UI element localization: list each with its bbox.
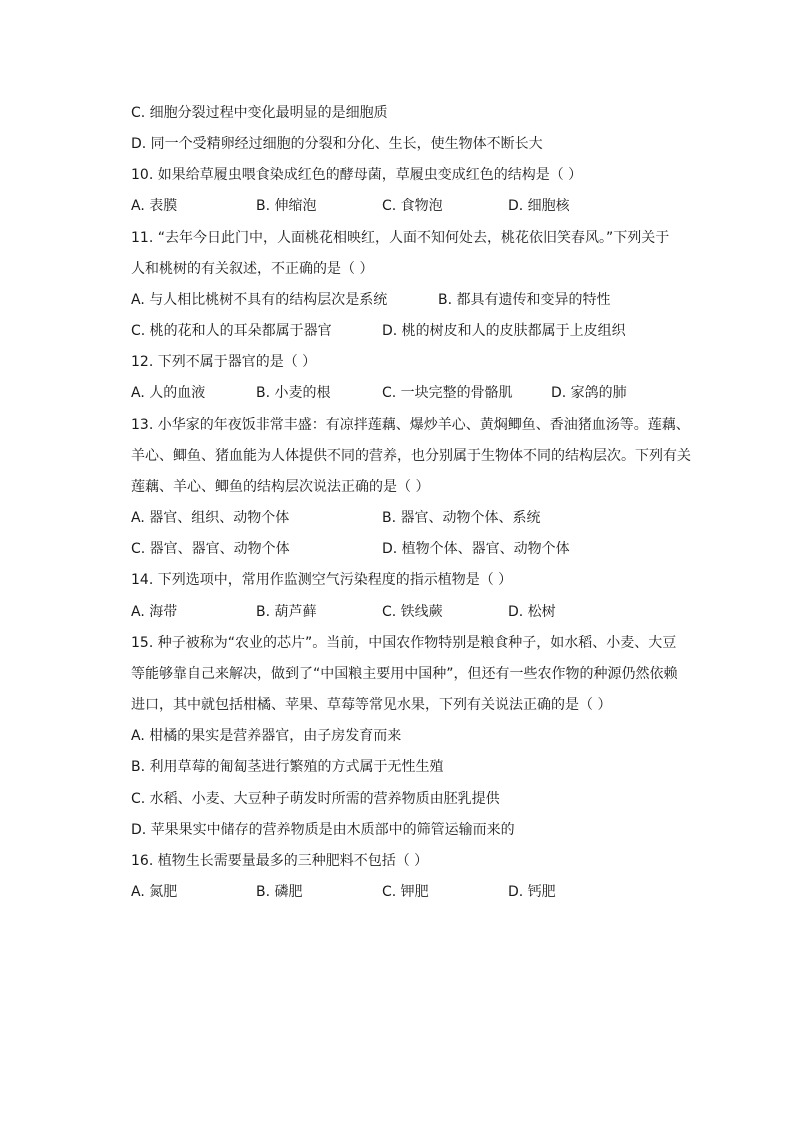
q11-stem-line1: 11. “去年今日此门中，人面桃花相映红，人面不知何处去，桃花依旧笑春风。”下列关于 <box>131 230 670 246</box>
q11-option-c: C. 桃的花和人的耳朵都属于器官 <box>131 323 332 339</box>
q14-option-b: B. 葫芦藓 <box>256 604 317 620</box>
q12-option-b: B. 小麦的根 <box>256 385 331 401</box>
q15-stem-line1: 15. 种子被称为“农业的芯片”。当前，中国农作物特别是粮食种子，如水稻、小麦、大豆 <box>131 635 677 651</box>
q11-option-d: D. 桃的树皮和人的皮肤都属于上皮组织 <box>382 323 626 339</box>
q13-option-b: B. 器官、动物个体、系统 <box>382 510 541 526</box>
q16-option-c: C. 钾肥 <box>382 884 429 900</box>
q15-stem-line2: 等能够靠自己来解决，做到了“中国粮主要用中国种”，但还有一些农作物的种源仍然依赖 <box>131 666 678 682</box>
q14-option-d: D. 松树 <box>508 604 556 620</box>
q14-option-c: C. 铁线蕨 <box>382 604 443 620</box>
q14-option-a: A. 海带 <box>131 604 178 620</box>
q15-option-d: D. 苹果果实中储存的营养物质是由木质部中的筛管运输而来的 <box>131 822 515 838</box>
q13-stem-line1: 13. 小华家的年夜饭非常丰盛：有凉拌莲藕、爆炒羊心、黄焖鲫鱼、香油猪血汤等。莲藕、 <box>131 417 690 433</box>
q12-stem: 12. 下列不属于器官的是（ ） <box>131 354 317 370</box>
q16-option-d: D. 钙肥 <box>508 884 556 900</box>
q11-option-b: B. 都具有遗传和变异的特性 <box>438 292 611 308</box>
q13-stem-line3: 莲藕、羊心、鲫鱼的结构层次说法正确的是（ ） <box>131 479 430 495</box>
q12-option-c: C. 一块完整的骨骼肌 <box>382 385 513 401</box>
q13-option-d: D. 植物个体、器官、动物个体 <box>382 541 570 557</box>
q12-option-d: D. 家鸽的肺 <box>551 385 627 401</box>
q15-option-b: B. 利用草莓的匍匐茎进行繁殖的方式属于无性生殖 <box>131 759 444 775</box>
q15-option-c: C. 水稻、小麦、大豆种子萌发时所需的营养物质由胚乳提供 <box>131 791 500 807</box>
q9-option-c: C. 细胞分裂过程中变化最明显的是细胞质 <box>131 105 388 121</box>
q9-option-d: D. 同一个受精卵经过细胞的分裂和分化、生长，使生物体不断长大 <box>131 136 543 152</box>
q10-option-c: C. 食物泡 <box>382 198 443 214</box>
q13-option-c: C. 器官、器官、动物个体 <box>131 541 290 557</box>
q10-option-d: D. 细胞核 <box>508 198 570 214</box>
q12-option-a: A. 人的血液 <box>131 385 206 401</box>
q10-stem: 10. 如果给草履虫喂食染成红色的酵母菌，草履虫变成红色的结构是（ ） <box>131 167 583 183</box>
q10-option-a: A. 表膜 <box>131 198 178 214</box>
q10-option-b: B. 伸缩泡 <box>256 198 317 214</box>
q11-stem-line2: 人和桃树的有关叙述，不正确的是（ ） <box>131 261 374 277</box>
q14-stem: 14. 下列选项中，常用作监测空气污染程度的指示植物是（ ） <box>131 572 513 588</box>
q15-option-a: A. 柑橘的果实是营养器官，由子房发育而来 <box>131 728 402 744</box>
q13-stem-line2: 羊心、鲫鱼、猪血能为人体提供不同的营养，也分别属于生物体不同的结构层次。下列有关 <box>131 448 691 464</box>
q11-option-a: A. 与人相比桃树不具有的结构层次是系统 <box>131 292 388 308</box>
q16-stem: 16. 植物生长需要量最多的三种肥料不包括（ ） <box>131 853 429 869</box>
q15-stem-line3: 进口，其中就包括柑橘、苹果、草莓等常见水果，下列有关说法正确的是（ ） <box>131 697 612 713</box>
q13-option-a: A. 器官、组织、动物个体 <box>131 510 290 526</box>
q16-option-b: B. 磷肥 <box>256 884 303 900</box>
q16-option-a: A. 氮肥 <box>131 884 178 900</box>
